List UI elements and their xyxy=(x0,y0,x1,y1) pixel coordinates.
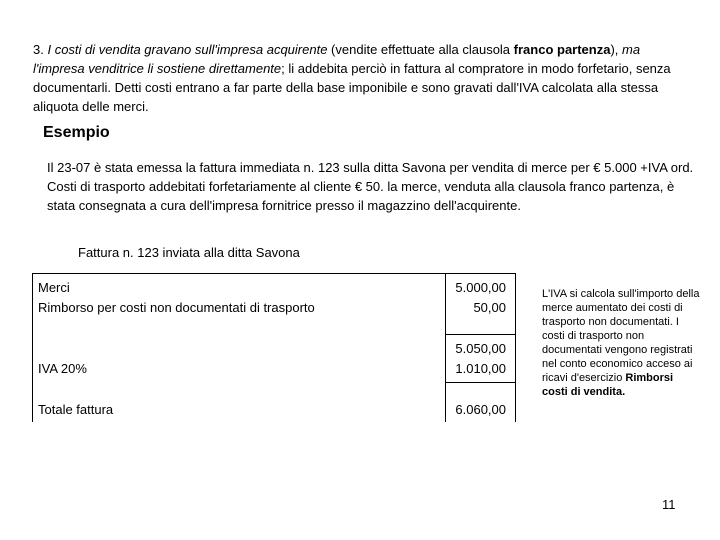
page-number: 11 xyxy=(662,497,676,512)
invoice-caption: Fattura n. 123 inviata alla ditta Savona xyxy=(78,245,300,260)
note-text: L'IVA si calcola sull'importo della merce aumentato dei costi di trasporto non documentati. I costi di trasporto non documentati vengono registrati nel conto economico acceso ai ricavi d'esercizio xyxy=(542,288,700,384)
invoice-amount: 1.010,00 xyxy=(455,361,506,376)
invoice-table xyxy=(32,273,516,422)
invoice-amount: 50,00 xyxy=(473,300,506,315)
intro-bold-term: franco partenza xyxy=(513,42,611,57)
intro-part1: (vendite effettuate alla clausola xyxy=(327,42,514,57)
invoice-row-label: IVA 20% xyxy=(38,361,87,376)
amount-column xyxy=(445,274,516,422)
note-bold: Rimborsi costi di vendita. xyxy=(542,372,674,398)
invoice-row-label: Totale fattura xyxy=(38,402,114,417)
section-heading: Esempio xyxy=(43,124,110,141)
invoice-row-label: Merci xyxy=(38,280,70,295)
total-rule xyxy=(446,382,516,383)
intro-part2: ), xyxy=(610,42,623,57)
invoice-amount: 6.060,00 xyxy=(455,402,506,417)
example-paragraph: Il 23-07 è stata emessa la fattura immediata n. 123 sulla ditta Savona per vendita di merce per € 5.000 +IVA ord. Costi di trasporto addebitati forfetariamente al cliente € 50. la merce, venduta alla clausola franco partenza, è stata consegnata a cura dell'impresa fornitrice presso il magazzino dell'acquirente. xyxy=(47,160,694,213)
intro-italic-lead: I costi di vendita gravano sull'impresa acquirente xyxy=(47,42,328,57)
invoice-amount: 5.000,00 xyxy=(455,280,506,295)
intro-paragraph xyxy=(33,40,693,116)
invoice-row-label: Rimborso per costi non documentati di trasporto xyxy=(38,300,315,315)
subtotal-rule xyxy=(446,334,516,335)
intro-part3: ; li addebita perciò in fattura al compratore in modo forfetario, senza documentarli. Detti costi entrano a far parte della base imponibile e sono gravati dall'IVA calcolata alla stessa aliquota delle merci. xyxy=(33,61,671,114)
intro-number: 3. xyxy=(33,42,48,57)
side-note xyxy=(542,287,700,399)
intro-italic-mid: ma l'impresa venditrice li sostiene direttamente xyxy=(33,42,641,76)
invoice-amount: 5.050,00 xyxy=(455,341,506,356)
